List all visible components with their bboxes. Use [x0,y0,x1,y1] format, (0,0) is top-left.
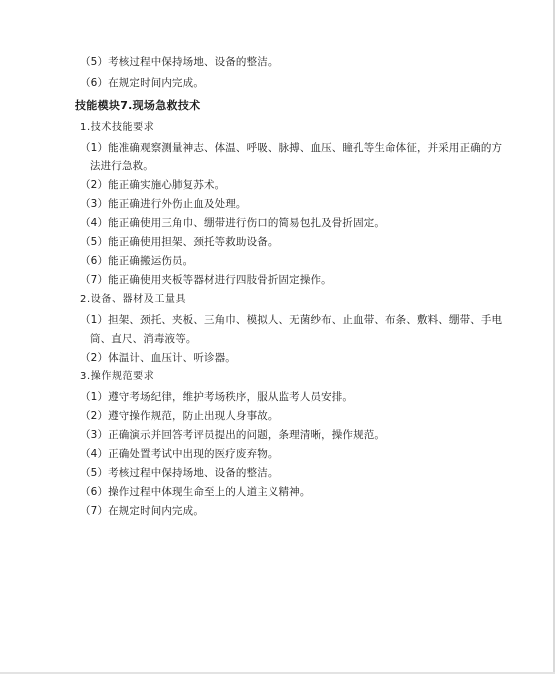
operation-item-3: （3）正确演示并回答考评员提出的问题，条理清晰，操作规范。 [80,429,386,441]
skills-item-6: （6）能正确搬运伤员。 [80,255,194,267]
operation-item-2: （2）遵守操作规范，防止出现人身事故。 [80,410,279,422]
skills-item-1: （1）能准确观察测量神志、体温、呼吸、脉搏、血压、瞳孔等生命体征，并采用正确的方 [80,142,503,154]
text-line-prev-item-6: （6）在规定时间内完成。 [80,77,204,89]
section-heading-operation: 3.操作规范要求 [80,371,155,382]
operation-item-6: （6）操作过程中体现生命至上的人道主义精神。 [80,486,311,498]
equipment-item-1: （1）担架、颈托、夹板、三角巾、模拟人、无菌纱布、止血带、布条、敷料、绷带、手电 [80,314,503,326]
skills-item-2: （2）能正确实施心肺复苏术。 [80,179,226,191]
operation-item-4: （4）正确处置考试中出现的医疗废弃物。 [80,448,279,460]
skills-item-1-continued: 法进行急救。 [90,160,154,172]
equipment-item-2: （2）体温计、血压计、听诊器。 [80,352,236,364]
equipment-item-1-continued: 筒、直尺、消毒液等。 [90,333,197,345]
text-line-prev-item-5: （5）考核过程中保持场地、设备的整洁。 [80,56,279,68]
section-heading-equipment: 2.设备、器材及工量具 [80,294,187,305]
skills-item-5: （5）能正确使用担架、颈托等救助设备。 [80,236,279,248]
operation-item-7: （7）在规定时间内完成。 [80,505,204,517]
skills-item-3: （3）能正确进行外伤止血及处理。 [80,198,247,210]
operation-item-1: （1）遵守考场纪律，维护考场秩序，服从监考人员安排。 [80,391,354,403]
skills-item-7: （7）能正确使用夹板等器材进行四肢骨折固定操作。 [80,274,332,286]
operation-item-5: （5）考核过程中保持场地、设备的整洁。 [80,467,279,479]
skills-item-4: （4）能正确使用三角巾、绷带进行伤口的简易包扎及骨折固定。 [80,217,386,229]
module-heading: 技能模块7.现场急救技术 [75,99,201,112]
section-heading-skills: 1.技术技能要求 [80,122,155,133]
